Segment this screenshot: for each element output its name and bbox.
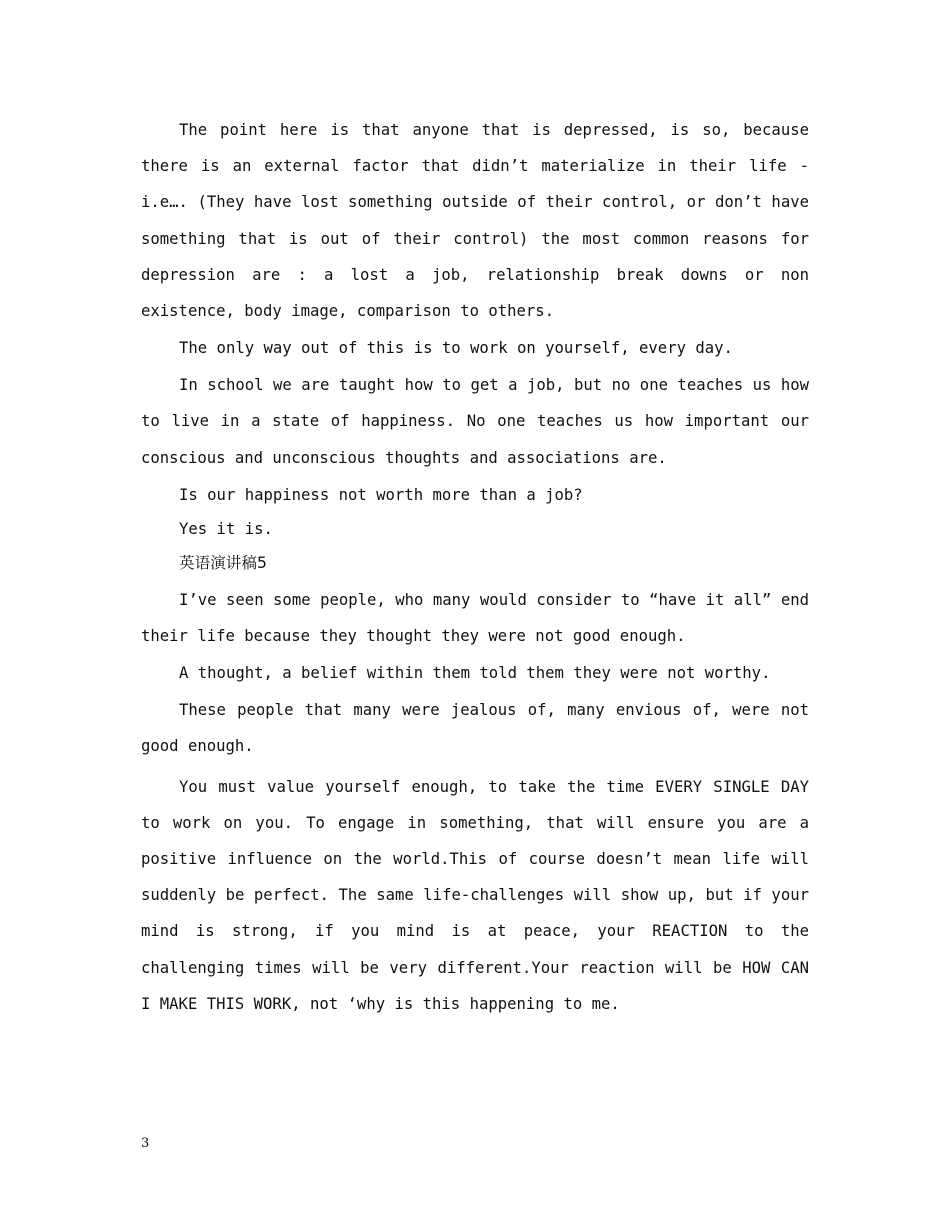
paragraph-have-it-all: I’ve seen some people, who many would consider to “have it all” end their life because they thought they were not good enough. [141, 590, 809, 646]
paragraph-depression-causes: The point here is that anyone that is depressed, is so, because there is an external factor that didn’t materialize in their life - i.e…. (They have lost something outside of their control, or don’t have something that is out of their control) the most common reasons for depression are : a lost a job, relationship break downs or non existence, body image, comparison to others. [141, 121, 809, 321]
paragraph-answer: Yes it is. [179, 519, 273, 538]
paragraph-not-good-enough: These people that many were jealous of, many envious of, were not good enough. [141, 701, 809, 756]
paragraph-belief: A thought, a belief within them told them they were not worthy. [179, 664, 771, 683]
document-body [141, 112, 809, 1026]
paragraph-question: Is our happiness not worth more than a job? [179, 485, 583, 504]
page-number: 3 [141, 1136, 150, 1151]
section-heading: 英语演讲稿5 [179, 553, 267, 572]
paragraph-value-yourself: You must value yourself enough, to take the time EVERY SINGLE DAY to work on you. To engage in something, that will ensure you are a positive influence on the world.This of course doesn’t mean life will suddenly be perfect. The same life-challenges will show up, but if your mind is strong, if you mind is at peace, your REACTION to the challenging times will be very different.Your reaction will be HOW CAN I MAKE THIS WORK, not ‘why is this happening to me. [141, 777, 809, 1013]
paragraph-work-on-yourself: The only way out of this is to work on yourself, every day. [179, 339, 733, 358]
paragraph-school-happiness: In school we are taught how to get a job, but no one teaches us how to live in a state of happiness. No one teaches us how important our conscious and unconscious thoughts and associations are. [141, 376, 809, 467]
